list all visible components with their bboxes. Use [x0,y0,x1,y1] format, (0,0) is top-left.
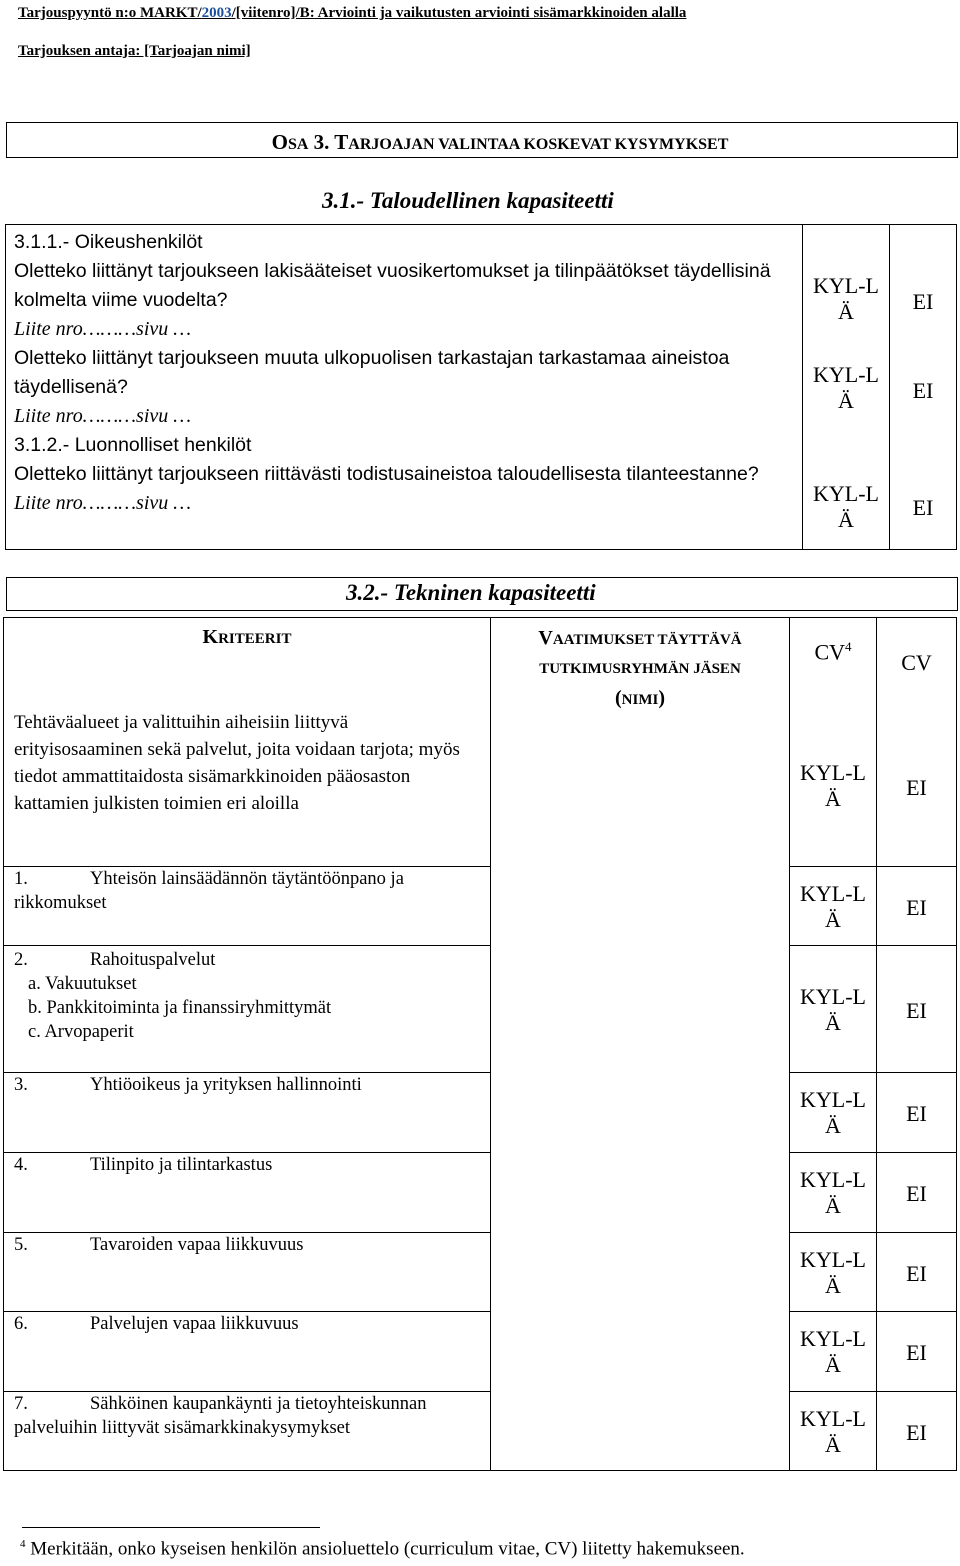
member-name-cell[interactable] [491,946,790,1073]
cv-column [877,618,957,867]
no-option[interactable]: EI [906,1261,927,1286]
cv-header: CV [901,650,932,675]
member-name-cell[interactable] [491,1392,790,1471]
member-name-cell[interactable] [491,1312,790,1392]
document-header-line1: Tarjouspyyntö n:o MARKT/2003/[viitenro]/B: Arviointi ja vaikutusten arviointi sisämarkkinoiden alalla [18,5,687,21]
criteria-row [4,1392,957,1471]
member-name-cell[interactable] [491,867,790,946]
criteria-row [4,1073,957,1153]
financial-questions-cell [6,225,803,550]
criteria-row [4,867,957,946]
no-option[interactable]: EI [912,495,934,520]
member-name-cell[interactable] [491,1073,790,1153]
part-title-box [6,122,958,158]
no-option[interactable]: EI [906,775,927,800]
yes-column [803,225,890,550]
attachment-ref-2: Liite nro………sivu … [14,405,192,427]
yes-option[interactable]: KYL-LÄ [800,1326,866,1377]
yes-option[interactable]: KYL-LÄ [813,362,879,413]
no-option[interactable]: EI [906,1101,927,1126]
criteria-item-3: 3. Yhtiöoikeus ja yrityksen hallinnointi [4,1073,491,1153]
member-name-cell[interactable] [491,1153,790,1233]
no-option[interactable]: EI [906,1340,927,1365]
cv4-header: $CV^4$ [814,639,852,665]
no-option[interactable]: EI [912,289,934,314]
footnote: $^4$ Merkitään, onko kyseisen henkilön ansioluettelo (curriculum vitae, CV) liitetty hakemukseen. [20,1538,745,1560]
criteria-row [4,1153,957,1233]
member-name-cell[interactable] [491,1233,790,1312]
no-option[interactable]: EI [906,998,927,1023]
criteria-header: KRITEERIT [202,626,292,648]
part-title: OSA 3. TARJOAJAN VALINTAA KOSKEVAT KYSYMYKSET [271,130,729,154]
subheading-natural-persons: 3.1.2.- Luonnolliset henkilöt [14,434,252,456]
question-annual-accounts: Oletteko liittänyt tarjoukseen lakisääteiset vuosikertomukset ja tilinpäätökset täydellisinä kolmelta viime vuodelta? [14,260,771,311]
subheading-legal-persons: 3.1.1.- Oikeushenkilöt [14,231,203,253]
requirements-header: VAATIMUKSET TÄYTTÄVÄ TUTKIMUSRYHMÄN JÄSEN (NIMI) [538,627,742,709]
no-column [890,225,957,550]
criteria-item-2: 2. Rahoituspalvelut a. Vakuutukset b. Pankkitoiminta ja finanssiryhmittymät c. Arvopaperit [4,946,491,1073]
criteria-item-6: 6. Palvelujen vapaa liikkuvuus [4,1312,491,1392]
criteria-item-7: 7. Sähköinen kaupankäynti ja tietoyhteiskunnan palveluihin liittyvät sisämarkkinakysymykset [4,1392,491,1471]
criteria-item-5: 5. Tavaroiden vapaa liikkuvuus [4,1233,491,1312]
question-audited-material: Oletteko liittänyt tarjoukseen muuta ulkopuolisen tarkastajan tarkastamaa aineistoa täydellisenä? [14,347,730,398]
document-header-line2: Tarjouksen antaja: [Tarjoajan nimi] [18,43,251,59]
criteria-item-1: 1. Yhteisön lainsäädännön täytäntöönpano ja rikkomukset [4,867,491,946]
section-3-1-title: 3.1.- Taloudellinen kapasiteetti [322,188,614,213]
criteria-header-cell [4,618,491,867]
requirements-header-cell [491,618,790,867]
attachment-ref-3: Liite nro………sivu … [14,492,192,514]
no-option[interactable]: EI [906,1181,927,1206]
yes-option[interactable]: KYL-LÄ [800,984,866,1035]
year: 2003 [201,5,232,21]
yes-option[interactable]: KYL-LÄ [800,1247,866,1298]
section-3-2-title: 3.2.- Tekninen kapasiteetti [346,580,596,605]
footnote-separator [22,1527,320,1528]
financial-capacity-table [5,224,957,550]
yes-option[interactable]: KYL-LÄ [800,1167,866,1218]
criteria-row [4,1312,957,1392]
yes-option[interactable]: KYL-LÄ [813,481,879,532]
criteria-row [4,946,957,1073]
no-option[interactable]: EI [906,895,927,920]
criteria-row [4,1233,957,1312]
no-option[interactable]: EI [906,1420,927,1445]
attachment-ref-1: Liite nro………sivu … [14,318,192,340]
yes-option[interactable]: KYL-LÄ [813,273,879,324]
yes-option[interactable]: KYL-LÄ [800,1406,866,1457]
cv4-column [790,618,877,867]
criteria-intro: Tehtäväalueet ja valittuihin aiheisiin liittyvä erityisosaaminen sekä palvelut, joita voidaan tarjota; myös tiedot ammattitaidosta sisämarkkinoiden pääosaston kattamien julkisten toimien eri aloilla [14,712,460,814]
criteria-item-4: 4. Tilinpito ja tilintarkastus [4,1153,491,1233]
yes-option[interactable]: KYL-LÄ [800,1087,866,1138]
yes-option[interactable]: KYL-LÄ [800,881,866,932]
technical-capacity-table [3,617,957,1471]
no-option[interactable]: EI [912,378,934,403]
yes-option[interactable]: KYL-LÄ [800,760,866,811]
question-financial-evidence: Oletteko liittänyt tarjoukseen riittävästi todistusaineistoa taloudellisesta tilanteestanne? [14,463,759,485]
